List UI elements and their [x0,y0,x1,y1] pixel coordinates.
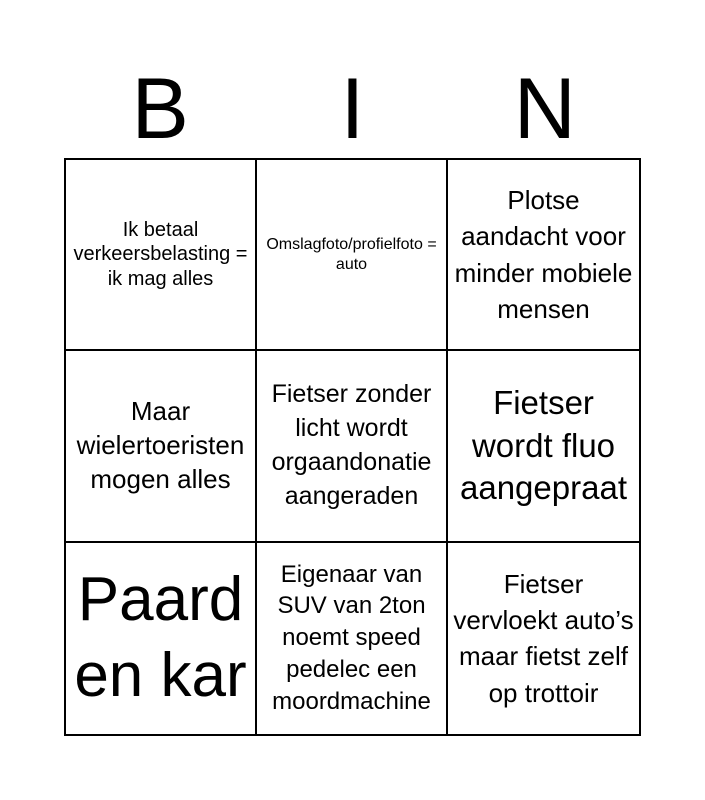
bingo-grid [64,158,641,736]
bingo-cell-text: Fietser vervloekt auto’s maar fietst zelf op trottoir [453,568,634,708]
bingo-cell-text: Ik betaal verkeersbelasting = ik mag alles [73,219,248,290]
header-letter-n: N [513,61,576,157]
bingo-cell-4[interactable] [66,351,257,542]
bingo-header [64,60,641,158]
bingo-cell-5[interactable] [257,351,448,542]
bingo-cell-6[interactable] [448,351,639,542]
bingo-cell-text: Maar wielertoeristen mogen alles [76,396,245,494]
bingo-cell-8[interactable] [257,543,448,734]
header-letter-b: B [131,61,189,157]
bingo-cell-3[interactable] [448,160,639,351]
bingo-cell-9[interactable] [448,543,639,734]
bingo-cell-text: Fietser wordt fluo aangepraat [460,383,627,507]
header-letter-i: I [340,61,365,157]
bingo-cell-text: Eigenaar van SUV van 2ton noemt speed pedelec een moordmachine [272,560,431,716]
bingo-cell-1[interactable] [66,160,257,351]
bingo-cell-text: Paard en kar [74,565,247,711]
bingo-cell-2[interactable] [257,160,448,351]
bingo-cell-7[interactable] [66,543,257,734]
bingo-cell-text: Omslagfoto/profielfoto = auto [266,236,437,273]
bingo-cell-text: Plotse aandacht voor minder mobiele mensen [454,184,633,325]
bingo-cell-text: Fietser zonder licht wordt orgaandonatie aangeraden [271,380,432,510]
